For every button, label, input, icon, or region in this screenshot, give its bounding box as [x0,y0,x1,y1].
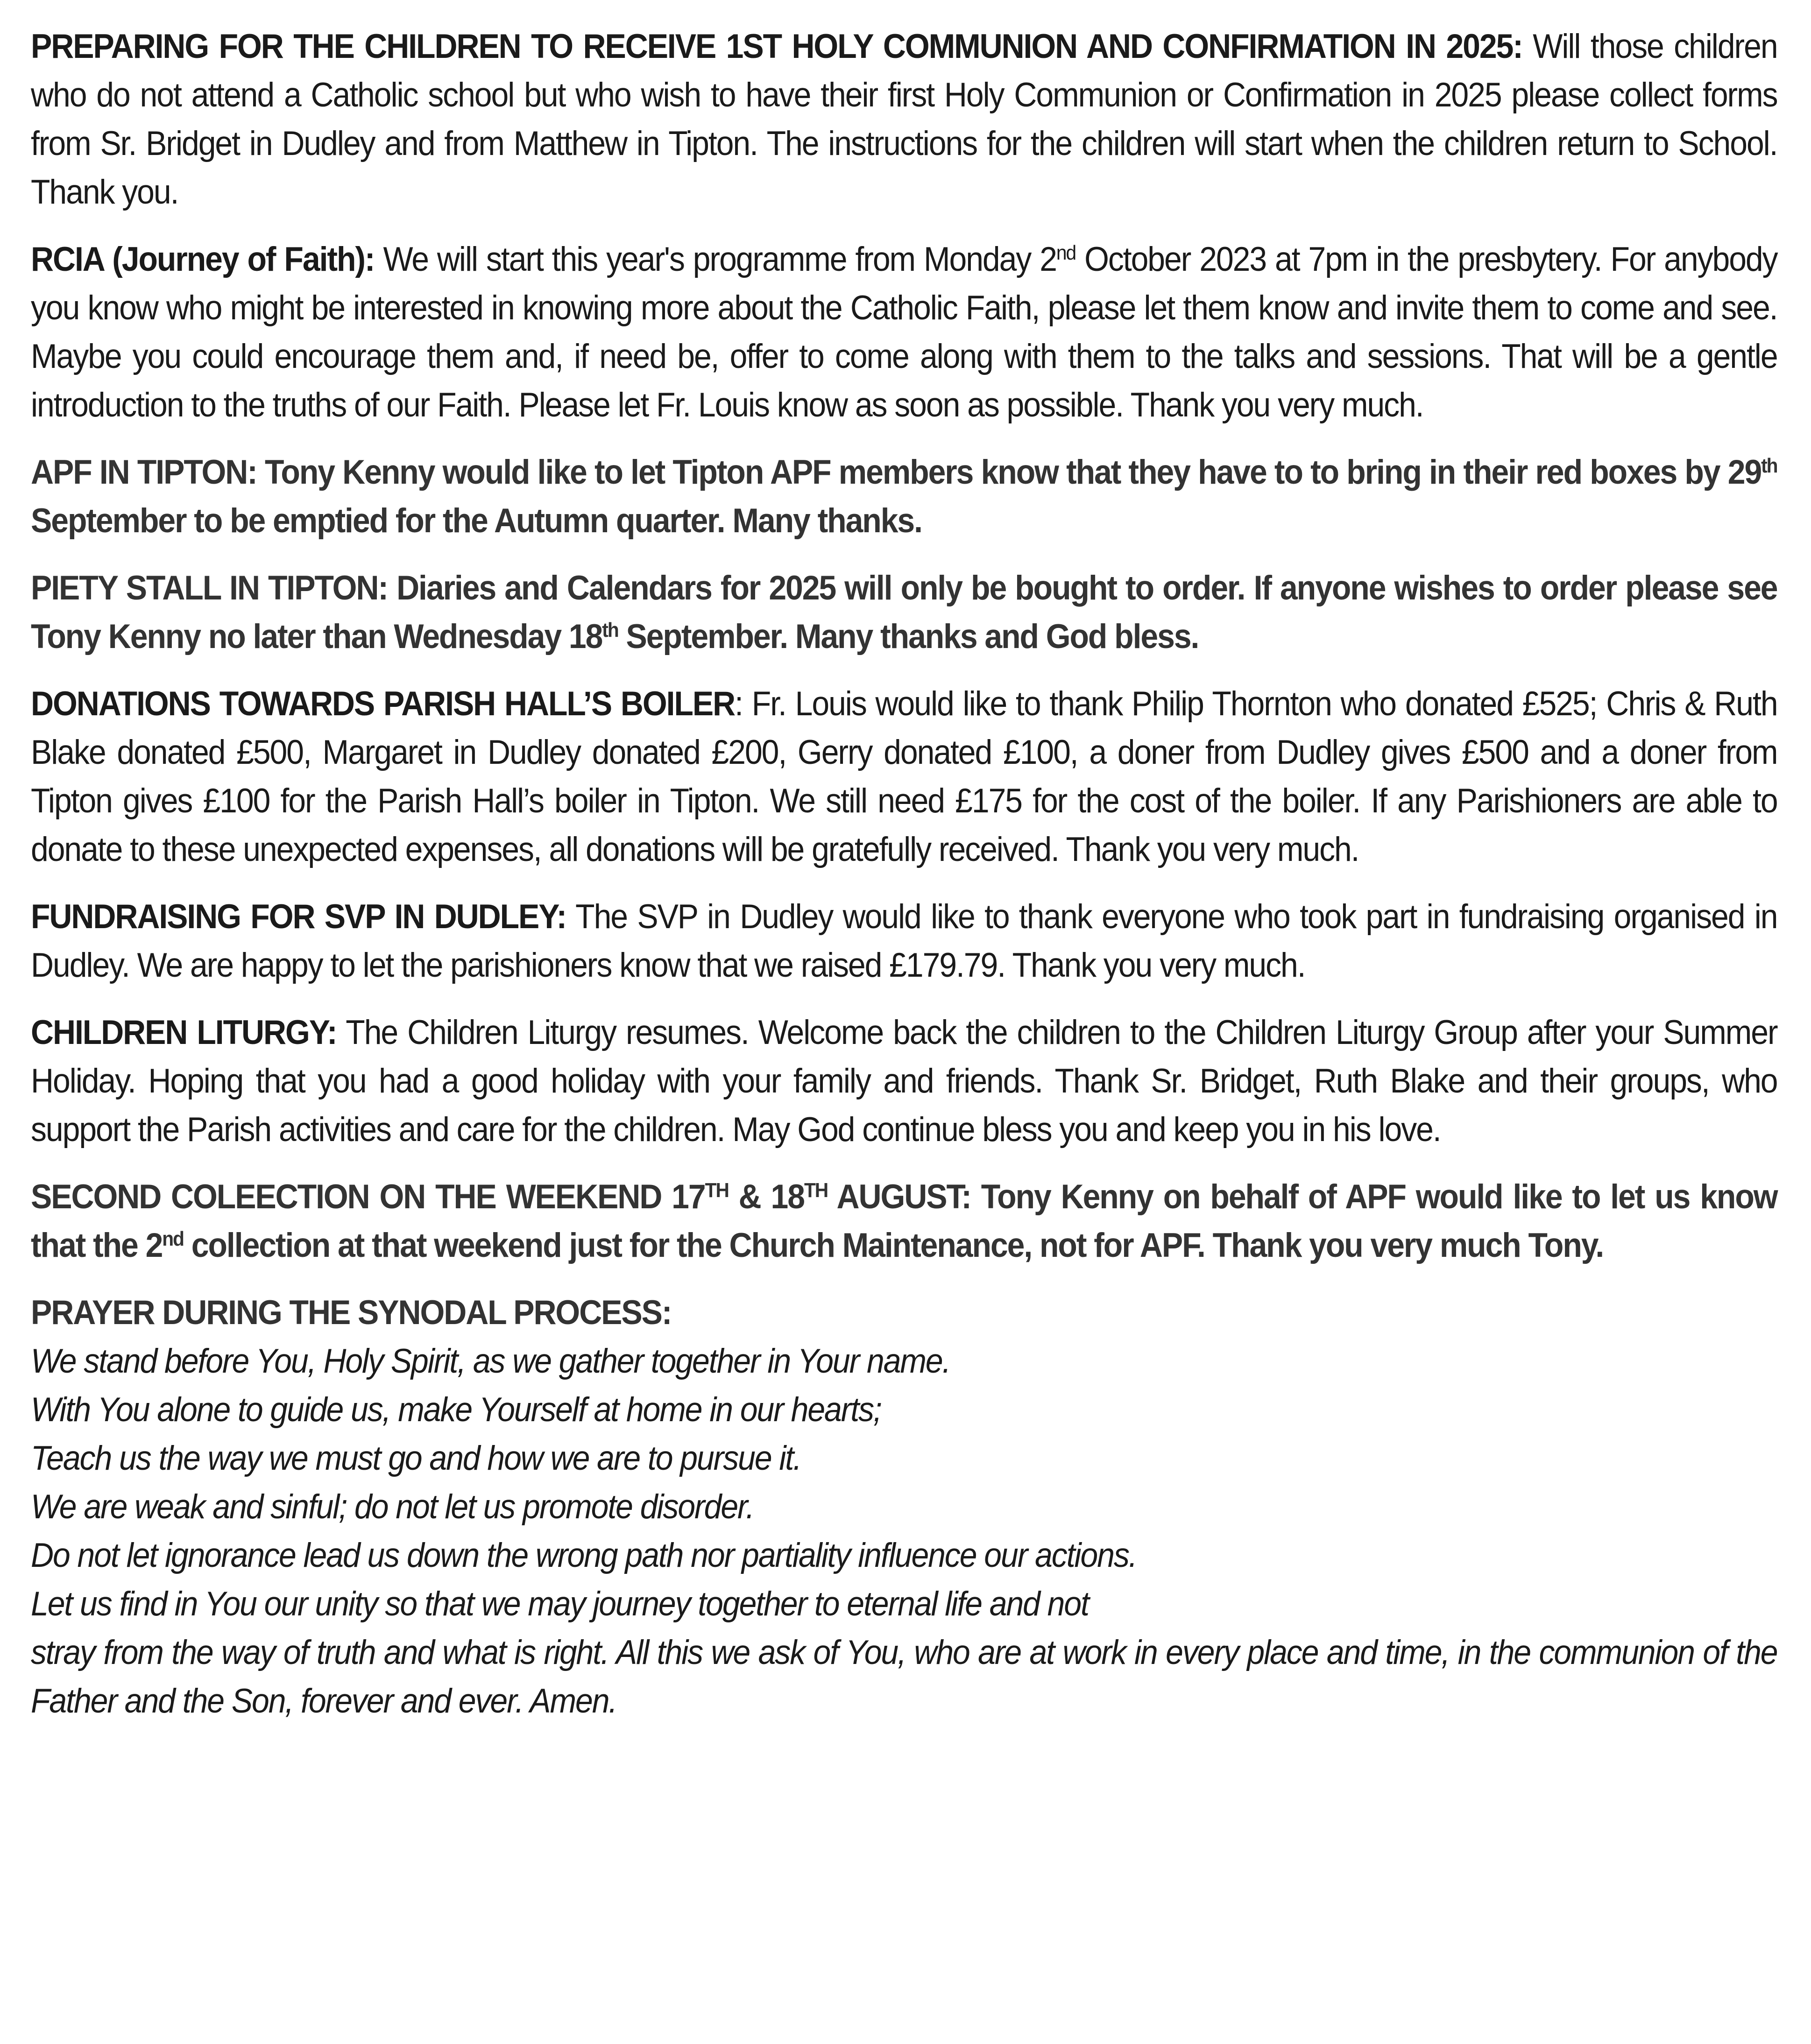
notice-second-collection [31,1173,1777,1270]
notice-heading: DONATIONS TOWARDS PARISH HALL’S BOILER [31,685,735,723]
notice-text: September to be emptied for the Autumn quarter. Many thanks. [31,502,922,540]
ordinal-suffix: TH [804,1178,828,1202]
notice-heading: RCIA (Journey of Faith): [31,240,375,278]
notice-body: The SVP in Dudley would like to thank everyone who took part in fundraising organised in Dudley. We are happy to let the parishioners know that we raised £179.79. Thank you very much. [31,898,1777,984]
notice-text: PIETY STALL IN TIPTON: Diaries and Calendars for 2025 will only be bought to order. If anyone wishes to order please see Tony Kenny no later than Wednesday 18 [31,569,1777,655]
notice-body: : Fr. Louis would like to thank Philip Thornton who donated £525; Chris & Ruth Blake donated £500, Margaret in Dudley donated £200, Gerry donated £100, a doner from Dudley gives £500 and a doner from Tipton gives £100 for the Parish Hall’s boiler in Tipton. We still need £175 for the cost of the boiler. If any Parishioners are able to donate to these unexpected expenses, all donations will be gratefully received. Thank you very much. [31,685,1777,868]
prayer-line: With You alone to guide us, make Yourself at home in our hearts; [31,1391,881,1429]
prayer-line: Teach us the way we must go and how we are to pursue it. [31,1439,801,1477]
synodal-prayer [31,1289,1777,1726]
notice-body: October 2023 at 7pm in the presbytery. For anybody you know who might be interested in knowing more about the Catholic Faith, please let them know and invite them to come and see. Maybe you could encourage them and, if need be, offer to come along with them to the talks and sessions. That will be a gentle introduction to the truths of our Faith. Please let Fr. Louis know as soon as possible. Thank you very much. [31,240,1777,424]
notice-children-liturgy [31,1008,1777,1154]
notice-heading: FUNDRAISING FOR SVP IN DUDLEY: [31,898,566,936]
notices-page [31,22,1777,1726]
notice-piety-stall [31,564,1777,661]
notice-body: We will start this year's programme from Monday 2 [374,240,1056,278]
notice-boiler-donations [31,680,1777,874]
prayer-line: We stand before You, Holy Spirit, as we gather together in Your name. [31,1342,950,1380]
notice-text: collection at that weekend just for the Church Maintenance, not for APF. Thank you very much Tony. [183,1226,1604,1264]
ordinal-suffix: nd [162,1227,184,1250]
notice-body: The Children Liturgy resumes. Welcome back the children to the Children Liturgy Group after your Summer Holiday. Hoping that you had a good holiday with your family and friends. Thank Sr. Bridget, Ruth Blake and their groups, who support the Parish activities and care for the children. May God continue bless you and keep you in his love. [31,1014,1777,1149]
notice-text: September. Many thanks and God bless. [618,618,1199,655]
prayer-line: Do not let ignorance lead us down the wrong path nor partiality influence our actions. [31,1537,1137,1574]
prayer-line: Let us find in You our unity so that we may journey together to eternal life and not [31,1585,1089,1623]
notice-heading: PREPARING FOR THE CHILDREN TO RECEIVE 1ST HOLY COMMUNION AND CONFIRMATION IN 2025: [31,28,1522,65]
prayer-heading: PRAYER DURING THE SYNODAL PROCESS: [31,1294,672,1332]
ordinal-suffix: th [602,618,618,641]
prayer-line: stray from the way of truth and what is right. All this we ask of You, who are at work in every place and time, in the communion of the Father and the Son, forever and ever. Amen. [31,1634,1777,1720]
prayer-line: We are weak and sinful; do not let us promote disorder. [31,1488,754,1526]
notice-first-communion [31,22,1777,217]
notice-text: SECOND COLEECTION ON THE WEEKEND 17 [31,1178,705,1216]
notice-apf-tipton [31,448,1777,545]
notice-body: Will those children who do not attend a Catholic school but who wish to have their first Holy Communion or Confirmation in 2025 please collect forms from Sr. Bridget in Dudley and from Matthew in Tipton. The instructions for the children will start when the children return to School. Thank you. [31,28,1777,211]
notice-text: & 18 [728,1178,804,1216]
ordinal-suffix: TH [705,1178,729,1202]
notice-heading: CHILDREN LITURGY: [31,1014,337,1051]
ordinal-suffix: th [1761,454,1777,477]
notice-rcia [31,235,1777,430]
notice-svp-fundraising [31,893,1777,990]
ordinal-suffix: nd [1056,241,1076,264]
notice-text: AUGUST: Tony Kenny on behalf of APF would like to let us know that the 2 [31,1178,1777,1264]
notice-text: APF IN TIPTON: Tony Kenny would like to let Tipton APF members know that they have to to bring in their red boxes by 29 [31,453,1761,491]
